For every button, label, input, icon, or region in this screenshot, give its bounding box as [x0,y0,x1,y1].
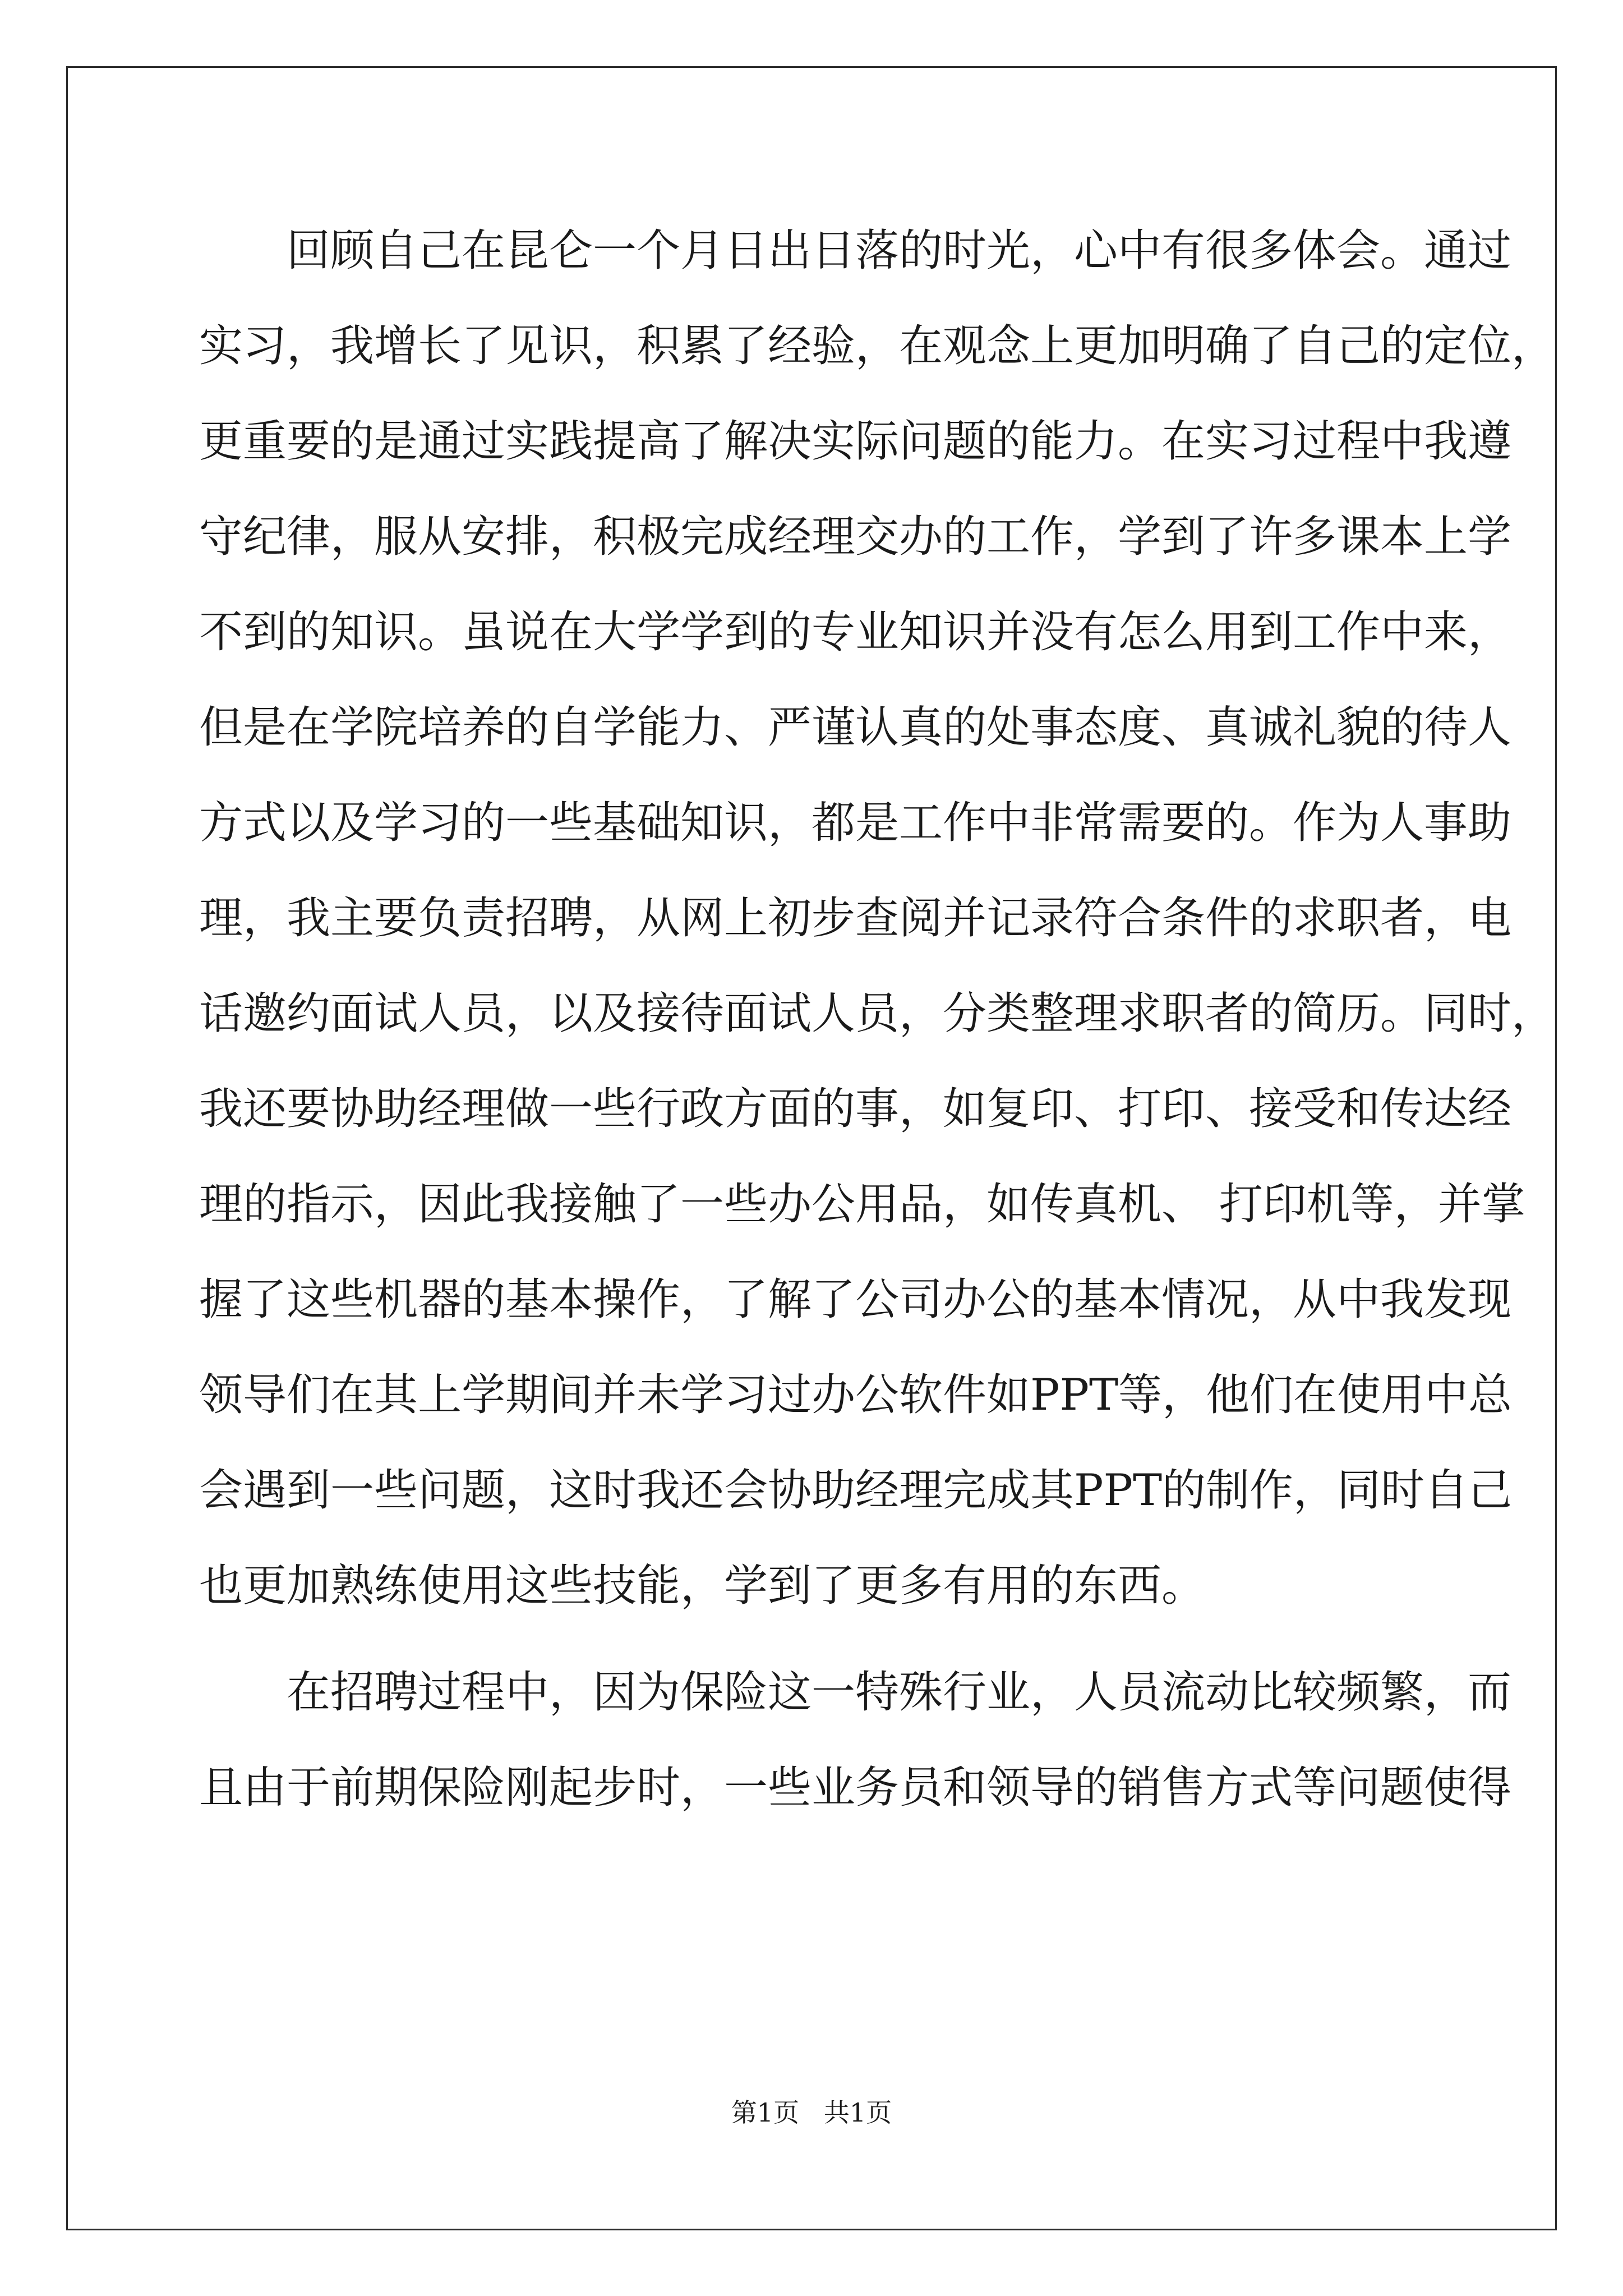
text-line: 不到的知识。虽说在大学学到的专业知识并没有怎么用到工作中来， [199,607,1512,657]
paragraph-2 [199,1658,1512,1848]
text-line: 但是在学院培养的自学能力、严谨认真的处事态度、真诚礼貌的待人 [199,702,1512,753]
text-line: 在招聘过程中，因为保险这一特殊行业，人员流动比较频繁，而 [287,1667,1512,1718]
text-line: 更重要的是通过实践提高了解决实际问题的能力。在实习过程中我遵 [199,416,1512,467]
page-footer: 第1页 共1页 [731,2097,892,2128]
text-line: 理，我主要负责招聘，从网上初步查阅并记录符合条件的求职者，电 [199,893,1512,944]
text-line: 回顾自己在昆仑一个月日出日落的时光，心中有很多体会。通过 [287,226,1512,276]
text-line: 也更加熟练使用这些技能，学到了更多有用的东西。 [199,1561,1206,1611]
text-line: 理的指示，因此我接触了一些办公用品，如传真机、 打印机等，并掌 [199,1179,1525,1230]
paragraph-1 [199,216,1556,1646]
text-line: 我还要协助经理做一些行政方面的事，如复印、打印、接受和传达经 [199,1084,1512,1134]
text-line: 话邀约面试人员，以及接待面试人员，分类整理求职者的简历。同时， [199,988,1556,1039]
text-line: 方式以及学习的一些基础知识，都是工作中非常需要的。作为人事助 [199,798,1512,848]
text-line: 守纪律，服从安排，积极完成经理交办的工作，学到了许多课本上学 [199,512,1512,562]
text-line: 实习，我增长了见识，积累了经验，在观念上更加明确了自己的定位， [199,321,1556,371]
document-body [199,216,1556,1848]
text-line: 会遇到一些问题，这时我还会协助经理完成其PPT的制作，同时自己 [199,1465,1512,1516]
text-line: 且由于前期保险刚起步时，一些业务员和领导的销售方式等问题使得 [199,1763,1512,1813]
text-line: 领导们在其上学期间并未学习过办公软件如PPT等，他们在使用中总 [199,1370,1512,1420]
text-line: 握了这些机器的基本操作，了解了公司办公的基本情况，从中我发现 [199,1274,1512,1325]
